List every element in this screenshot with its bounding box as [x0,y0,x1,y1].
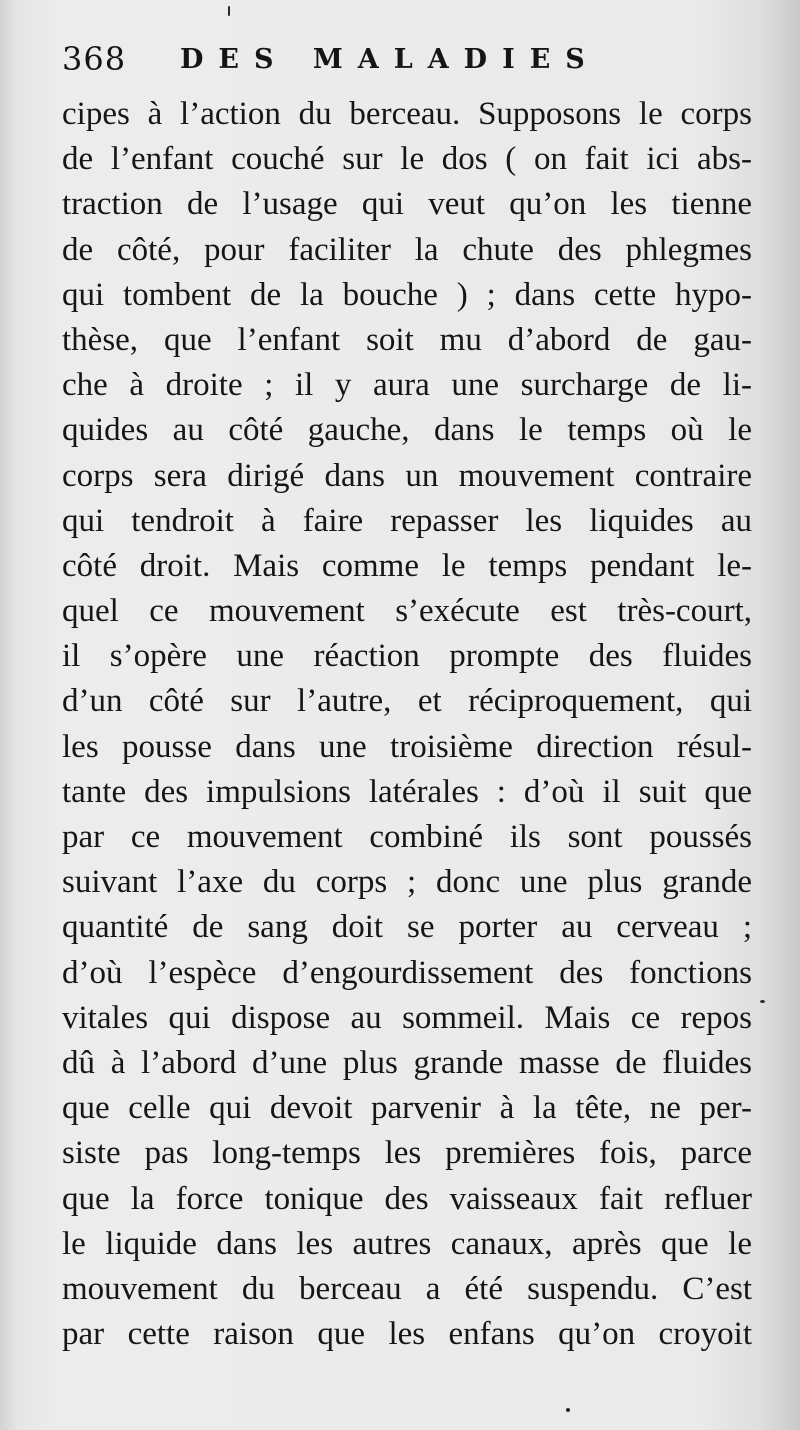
text-line: d’un côté sur l’autre, et réciproquement, qui [62,683,752,720]
ink-speck [760,1000,765,1003]
text-line: traction de l’usage qui veut qu’on les tienne [62,186,752,223]
text-line: par ce mouvement combiné ils sont poussés [62,819,752,855]
text-line: corps sera dirigé dans un mouvement contraire [62,457,752,494]
text-line: vitales qui dispose au sommeil. Mais ce repos [62,999,752,1036]
text-line: de l’enfant couché sur le dos ( on fait ici abs- [62,141,752,178]
text-line: par cette raison que les enfans qu’on croyoit [62,1316,752,1353]
text-line: d’où l’espèce d’engourdissement des fonctions [62,954,752,991]
text-line: quantité de sang doit se porter au cerveau ; [62,909,752,946]
text-line: mouvement du berceau a été suspendu. C’est [62,1270,752,1307]
text-line: suivant l’axe du corps ; donc une plus grande [62,864,752,901]
text-line: que celle qui devoit parvenir à la tête, ne per- [62,1090,752,1127]
text-line: le liquide dans les autres canaux, après que le [62,1225,752,1262]
text-line: quel ce mouvement s’exécute est très-court, [62,593,752,630]
running-head: DES MALADIES [180,44,600,75]
text-line: les pousse dans une troisième direction résul- [62,728,752,765]
text-line: il s’opère une réaction prompte des fluides [62,638,752,675]
ink-speck [228,6,230,16]
text-line: siste pas long-temps les premières fois, parce [62,1135,752,1172]
text-line: dû à l’abord d’une plus grande masse de fluides [62,1044,752,1081]
text-line: qui tombent de la bouche ) ; dans cette hypo- [62,276,752,313]
text-line: quides au côté gauche, dans le temps où le [62,412,752,449]
text-line: côté droit. Mais comme le temps pendant le- [62,547,752,584]
page-header [62,40,762,90]
text-line: che à droite ; il y aura une surcharge de li- [62,367,752,404]
body-text [62,92,752,1357]
text-line: de côté, pour faciliter la chute des phlegmes [62,231,752,268]
text-line: thèse, que l’enfant soit mu d’abord de gau- [62,321,752,358]
ink-speck [566,1408,570,1412]
page-number: 368 [62,40,127,78]
text-line: cipes à l’action du berceau. Supposons le corps [62,96,752,132]
text-line: que la force tonique des vaisseaux fait refluer [62,1180,752,1217]
text-line: qui tendroit à faire repasser les liquides au [62,502,752,539]
text-line: tante des impulsions latérales : d’où il suit que [62,773,752,810]
